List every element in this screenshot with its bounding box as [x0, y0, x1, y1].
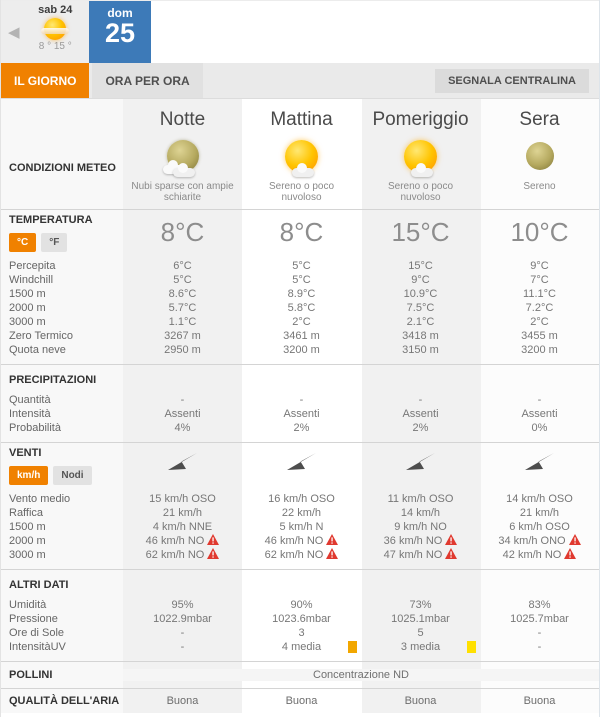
- value-cell: Assenti: [521, 408, 558, 420]
- day-cell-sab-24[interactable]: [22, 1, 89, 63]
- air-quality-notte: Buona: [166, 695, 199, 707]
- row-label: Vento medio: [9, 493, 71, 505]
- value-cell: -: [537, 641, 542, 653]
- row-label: 1500 m: [9, 521, 46, 533]
- value-cell: 1023.6mbar: [272, 613, 331, 625]
- value-cell: -: [299, 394, 304, 406]
- value-cell: 3200 m: [283, 344, 320, 356]
- main-temp-notte: 8°C: [160, 217, 205, 247]
- row-label: Percepita: [9, 260, 56, 272]
- wind-warning-icon: [566, 535, 581, 547]
- value-cell: -: [180, 627, 185, 639]
- value-cell: 62 km/h NO: [242, 548, 361, 562]
- section-label: CONDIZIONI METEO: [9, 162, 116, 174]
- row-label: Raffica: [9, 507, 44, 519]
- row-label: 3000 m: [9, 316, 46, 328]
- value-cell: -: [180, 394, 185, 406]
- value-cell: 3418 m: [402, 330, 439, 342]
- column-header-mattina: Mattina: [270, 109, 333, 130]
- data-row: [1, 548, 599, 562]
- temperature-unit-toggle: [1, 226, 123, 252]
- view-tabs: [1, 63, 599, 99]
- wind-warning-icon: [442, 535, 457, 547]
- prev-day-arrow-icon[interactable]: ◀: [8, 24, 20, 41]
- data-row: [1, 626, 599, 640]
- value-cell: 7.5°C: [406, 302, 435, 314]
- value-cell: Assenti: [164, 408, 201, 420]
- section-altri-dati: [1, 569, 599, 661]
- row-label: Intensità: [9, 408, 51, 420]
- precipitazioni-rows: [1, 393, 599, 435]
- value-cell: 95%: [171, 599, 194, 611]
- uv-intensity-badge: [348, 641, 357, 653]
- air-quality-pomeriggio: Buona: [404, 695, 437, 707]
- sun-cloud-icon: [282, 138, 322, 178]
- data-row: [1, 329, 599, 343]
- data-row: [1, 259, 599, 273]
- data-row: [1, 421, 599, 435]
- day-nav-left: [1, 1, 89, 63]
- value-cell: 42 km/h NO: [480, 548, 599, 562]
- section-label: VENTI: [9, 447, 42, 459]
- venti-rows: [1, 492, 599, 562]
- value-cell: 15 km/h OSO: [149, 493, 216, 505]
- value-cell: 46 km/h NO: [123, 534, 242, 548]
- segnala-centralina-button[interactable]: SEGNALA CENTRALINA: [435, 69, 589, 93]
- wind-arrow-ne-icon: [242, 447, 361, 485]
- wind-warning-icon: [323, 535, 338, 547]
- condition-description: Sereno o poco nuvoloso: [268, 181, 335, 203]
- value-cell: 6°C: [173, 260, 192, 272]
- value-cell: 6 km/h OSO: [509, 521, 570, 533]
- value-cell: 21 km/h: [162, 507, 203, 519]
- data-row: [1, 640, 599, 654]
- value-cell: 2950 m: [164, 344, 201, 356]
- data-row: [1, 506, 599, 520]
- section-venti: [1, 442, 599, 569]
- condition-pomeriggio: [361, 133, 480, 203]
- main-temp-sera: 10°C: [510, 217, 569, 247]
- wind-unit-toggle: [1, 459, 123, 485]
- value-cell: 11 km/h OSO: [387, 493, 454, 505]
- moon-clouds-icon: [163, 138, 203, 178]
- value-cell: 3455 m: [521, 330, 558, 342]
- data-row: [1, 520, 599, 534]
- value-cell: 1025.7mbar: [510, 613, 569, 625]
- value-cell: 4 media: [242, 640, 361, 654]
- moon-icon: [520, 138, 560, 178]
- condition-description: Sereno o poco nuvoloso: [387, 181, 454, 203]
- value-cell: 5°C: [173, 274, 192, 286]
- data-row: [1, 301, 599, 315]
- data-row: [1, 287, 599, 301]
- nodi-button[interactable]: Nodi: [53, 466, 91, 485]
- value-cell: 34 km/h ONO: [480, 534, 599, 548]
- condition-sera: [480, 133, 599, 203]
- value-cell: 5°C: [292, 260, 311, 272]
- row-label: Quota neve: [9, 344, 66, 356]
- row-label: Ore di Sole: [9, 627, 65, 639]
- uv-intensity-badge: [467, 641, 476, 653]
- air-quality-mattina: Buona: [285, 695, 318, 707]
- section-label: POLLINI: [9, 669, 53, 681]
- row-label: 2000 m: [9, 535, 46, 547]
- value-cell: 2°C: [292, 316, 311, 328]
- data-row: [1, 612, 599, 626]
- value-cell: 5.8°C: [287, 302, 316, 314]
- value-cell: -: [418, 394, 423, 406]
- value-cell: 36 km/h NO: [361, 534, 480, 548]
- fahrenheit-button[interactable]: °F: [41, 233, 67, 252]
- wind-arrow-ne-icon: [480, 447, 599, 485]
- forecast-table: [1, 99, 599, 713]
- value-cell: 10.9°C: [403, 288, 438, 300]
- value-cell: 5°C: [292, 274, 311, 286]
- value-cell: 9°C: [530, 260, 549, 272]
- wind-warning-icon: [323, 549, 338, 561]
- row-label: 1500 m: [9, 288, 46, 300]
- value-cell: 3150 m: [402, 344, 439, 356]
- value-cell: -: [180, 641, 185, 653]
- value-cell: 2%: [293, 422, 310, 434]
- row-label: Zero Termico: [9, 330, 73, 342]
- temperatura-rows: [1, 259, 599, 357]
- value-cell: 11.1°C: [523, 288, 556, 300]
- value-cell: 3200 m: [521, 344, 558, 356]
- sun-cloud-icon: [401, 138, 441, 178]
- value-cell: 62 km/h NO: [123, 548, 242, 562]
- value-cell: 2.1°C: [406, 316, 435, 328]
- value-cell: 7.2°C: [525, 302, 554, 314]
- value-cell: 9 km/h NO: [394, 521, 447, 533]
- section-qualita-aria: [1, 688, 599, 713]
- value-cell: 22 km/h: [281, 507, 322, 519]
- spacer: [1, 99, 123, 133]
- day-navigation: [1, 0, 599, 63]
- value-cell: 15°C: [408, 260, 433, 272]
- value-cell: 1025.1mbar: [391, 613, 450, 625]
- value-cell: 1022.9mbar: [153, 613, 212, 625]
- wind-warning-icon: [561, 549, 576, 561]
- row-label: Umidità: [9, 599, 47, 611]
- data-row: [1, 315, 599, 329]
- pollini-value: Concentrazione ND: [123, 669, 599, 681]
- value-cell: 47 km/h NO: [361, 548, 480, 562]
- value-cell: 8.9°C: [287, 288, 316, 300]
- main-temp-pomeriggio: 15°C: [391, 217, 450, 247]
- wind-warning-icon: [204, 535, 219, 547]
- selected-day-number: 25: [104, 18, 136, 48]
- value-cell: 0%: [531, 422, 548, 434]
- section-precipitazioni: [1, 364, 599, 442]
- value-cell: 3267 m: [164, 330, 201, 342]
- day-min-max-temps: 8 ° 15 °: [38, 41, 72, 52]
- value-cell: 46 km/h NO: [242, 534, 361, 548]
- wind-arrow-ne-icon: [361, 447, 480, 485]
- value-cell: 5 km/h N: [279, 521, 324, 533]
- column-header-notte: Notte: [159, 109, 206, 130]
- value-cell: 21 km/h: [519, 507, 560, 519]
- row-label: IntensitàUV: [9, 641, 66, 653]
- row-label: Windchill: [9, 274, 54, 286]
- value-cell: Assenti: [283, 408, 320, 420]
- kmh-button[interactable]: km/h: [9, 466, 48, 485]
- value-cell: 14 km/h: [400, 507, 441, 519]
- value-cell: 14 km/h OSO: [506, 493, 573, 505]
- column-header-pomeriggio: Pomeriggio: [372, 109, 469, 130]
- data-row: [1, 407, 599, 421]
- value-cell: -: [537, 394, 542, 406]
- condition-description: Sereno: [523, 181, 556, 192]
- row-label: Probabilità: [9, 422, 61, 434]
- value-cell: 90%: [290, 599, 313, 611]
- value-cell: 9°C: [411, 274, 430, 286]
- day-label: sab 24: [38, 4, 73, 16]
- data-row: [1, 343, 599, 357]
- section-label: TEMPERATURA: [9, 214, 93, 226]
- air-quality-sera: Buona: [523, 695, 556, 707]
- value-cell: 5.7°C: [168, 302, 197, 314]
- celsius-button[interactable]: °C: [9, 233, 36, 252]
- section-label: ALTRI DATI: [9, 579, 69, 591]
- value-cell: 16 km/h OSO: [268, 493, 335, 505]
- condition-mattina: [242, 133, 361, 203]
- column-headers: [1, 99, 599, 133]
- column-header-sera: Sera: [519, 109, 560, 130]
- value-cell: 4%: [174, 422, 191, 434]
- condition-description: Nubi sparse con ampie schiarite: [131, 181, 234, 203]
- row-label: Pressione: [9, 613, 58, 625]
- section-label: QUALITÀ DELL'ARIA: [9, 695, 120, 707]
- selected-day-name: dom: [107, 6, 133, 20]
- value-cell: 2°C: [530, 316, 549, 328]
- tab-il-giorno[interactable]: IL GIORNO: [1, 63, 89, 98]
- section-label: PRECIPITAZIONI: [9, 374, 97, 386]
- value-cell: 8.6°C: [168, 288, 197, 300]
- section-pollini: [1, 661, 599, 688]
- wind-warning-icon: [442, 549, 457, 561]
- value-cell: 2%: [412, 422, 429, 434]
- value-cell: 3: [298, 627, 305, 639]
- section-temperatura: [1, 209, 599, 364]
- value-cell: 4 km/h NNE: [152, 521, 213, 533]
- data-row: [1, 393, 599, 407]
- condition-notte: [123, 133, 242, 203]
- wind-arrow-ne-icon: [123, 447, 242, 485]
- data-row: [1, 534, 599, 548]
- value-cell: 1.1°C: [168, 316, 197, 328]
- sun-icon: [44, 18, 66, 40]
- wind-warning-icon: [204, 549, 219, 561]
- main-temp-mattina: 8°C: [279, 217, 324, 247]
- value-cell: 5: [417, 627, 424, 639]
- value-cell: Assenti: [402, 408, 439, 420]
- day-cell-dom-25-selected[interactable]: [89, 1, 151, 63]
- row-label: 2000 m: [9, 302, 46, 314]
- value-cell: 73%: [409, 599, 432, 611]
- altri-dati-rows: [1, 598, 599, 654]
- value-cell: 7°C: [530, 274, 549, 286]
- tab-ora-per-ora[interactable]: ORA PER ORA: [92, 63, 202, 98]
- value-cell: -: [537, 627, 542, 639]
- row-label: Quantità: [9, 394, 51, 406]
- data-row: [1, 492, 599, 506]
- section-condizioni-meteo: [1, 133, 599, 209]
- data-row: [1, 598, 599, 612]
- value-cell: 83%: [528, 599, 551, 611]
- value-cell: 3461 m: [283, 330, 320, 342]
- value-cell: 3 media: [361, 640, 480, 654]
- data-row: [1, 273, 599, 287]
- row-label: 3000 m: [9, 549, 46, 561]
